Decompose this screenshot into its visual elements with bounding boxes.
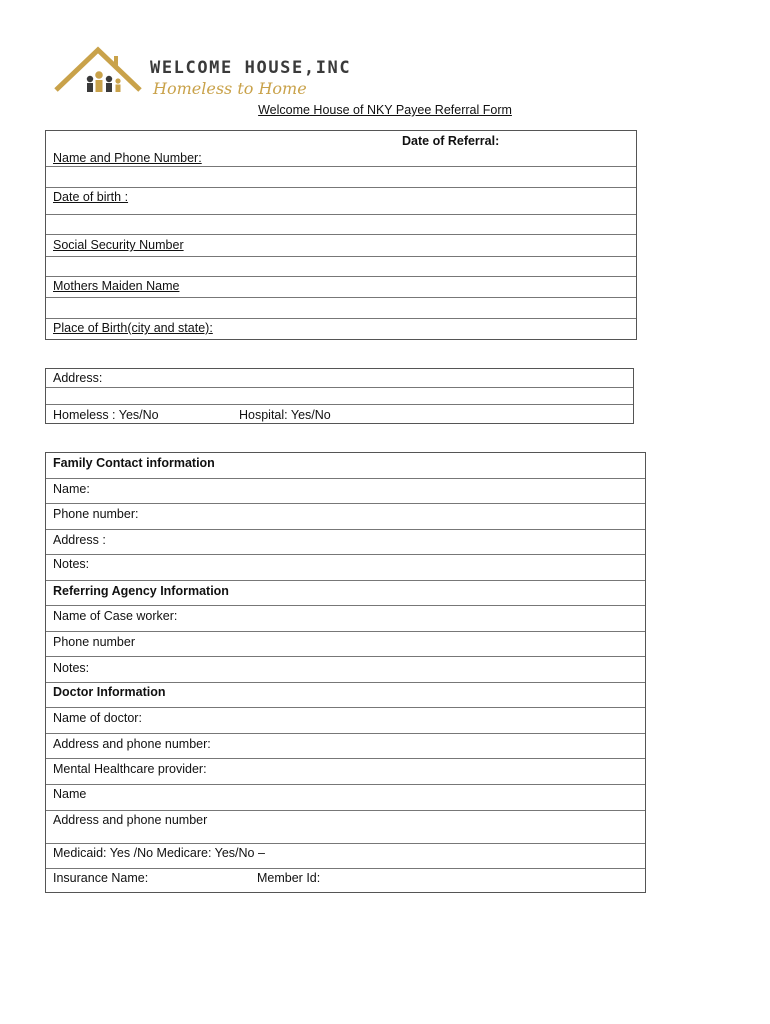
address-row[interactable] (46, 369, 633, 388)
maiden-name-label: Mothers Maiden Name (53, 279, 180, 293)
homeless-label: Homeless : Yes/No (53, 408, 159, 422)
ssn-blank-row[interactable] (46, 257, 636, 277)
dob-label: Date of birth : (53, 190, 129, 204)
name-phone-blank-row[interactable] (46, 167, 636, 188)
dob-row[interactable] (46, 188, 636, 215)
member-id-label: Member Id: (257, 871, 321, 885)
personal-info-table (45, 130, 637, 340)
maiden-row[interactable] (46, 277, 636, 298)
mental-address-row[interactable] (46, 811, 645, 844)
address-label: Address: (53, 371, 103, 385)
mental-provider-label: Mental Healthcare provider: (53, 762, 207, 776)
case-worker-label: Name of Case worker: (53, 609, 178, 623)
doctor-address-row[interactable] (46, 734, 645, 759)
doctor-heading-row (46, 683, 645, 708)
family-name-label: Name: (53, 482, 90, 496)
name-phone-label: Name and Phone Number: (53, 151, 202, 165)
doctor-name-row[interactable] (46, 708, 645, 734)
house-logo-icon (52, 46, 148, 100)
hospital-label: Hospital: Yes/No (239, 408, 331, 422)
mental-provider-row[interactable] (46, 759, 645, 785)
form-title: Welcome House of NKY Payee Referral Form (258, 103, 512, 117)
company-logo (52, 46, 352, 100)
name-phone-row[interactable] (46, 131, 636, 167)
family-contact-heading: Family Contact information (53, 456, 215, 470)
family-address-label: Address : (53, 533, 106, 547)
family-phone-label: Phone number: (53, 507, 139, 521)
doctor-address-label: Address and phone number: (53, 737, 211, 751)
maiden-blank-row[interactable] (46, 298, 636, 319)
insurance-name-label: Insurance Name: (53, 871, 149, 885)
family-notes-row[interactable] (46, 555, 645, 581)
family-heading-row (46, 453, 645, 479)
address-table (45, 368, 634, 424)
ssn-label: Social Security Number (53, 238, 184, 252)
mental-name-label: Name (53, 787, 87, 801)
case-worker-row[interactable] (46, 606, 645, 632)
referring-agency-heading: Referring Agency Information (53, 584, 229, 598)
dob-blank-row[interactable] (46, 215, 636, 235)
agency-phone-row[interactable] (46, 632, 645, 657)
address-blank-row[interactable] (46, 388, 633, 405)
logo-company-name: WELCOME HOUSE,INC (150, 58, 352, 78)
date-of-referral-label: Date of Referral: (402, 134, 500, 148)
family-notes-label: Notes: (53, 557, 90, 571)
medicaid-row[interactable] (46, 844, 645, 869)
contacts-table (45, 452, 646, 893)
agency-heading-row (46, 581, 645, 606)
family-address-row[interactable] (46, 530, 645, 555)
homeless-hospital-row[interactable] (46, 405, 633, 423)
mental-address-label: Address and phone number (53, 813, 208, 827)
birthplace-row[interactable] (46, 319, 636, 339)
birthplace-label: Place of Birth(city and state): (53, 321, 213, 335)
ssn-row[interactable] (46, 235, 636, 257)
agency-notes-label: Notes: (53, 661, 90, 675)
doctor-info-heading: Doctor Information (53, 685, 166, 699)
doctor-name-label: Name of doctor: (53, 711, 142, 725)
agency-phone-label: Phone number (53, 635, 136, 649)
logo-tagline: Homeless to Home (153, 79, 307, 98)
family-name-row[interactable] (46, 479, 645, 504)
insurance-row[interactable] (46, 869, 645, 892)
family-phone-row[interactable] (46, 504, 645, 530)
agency-notes-row[interactable] (46, 657, 645, 683)
medicaid-medicare-label: Medicaid: Yes /No Medicare: Yes/No – (53, 846, 265, 860)
mental-name-row[interactable] (46, 785, 645, 811)
